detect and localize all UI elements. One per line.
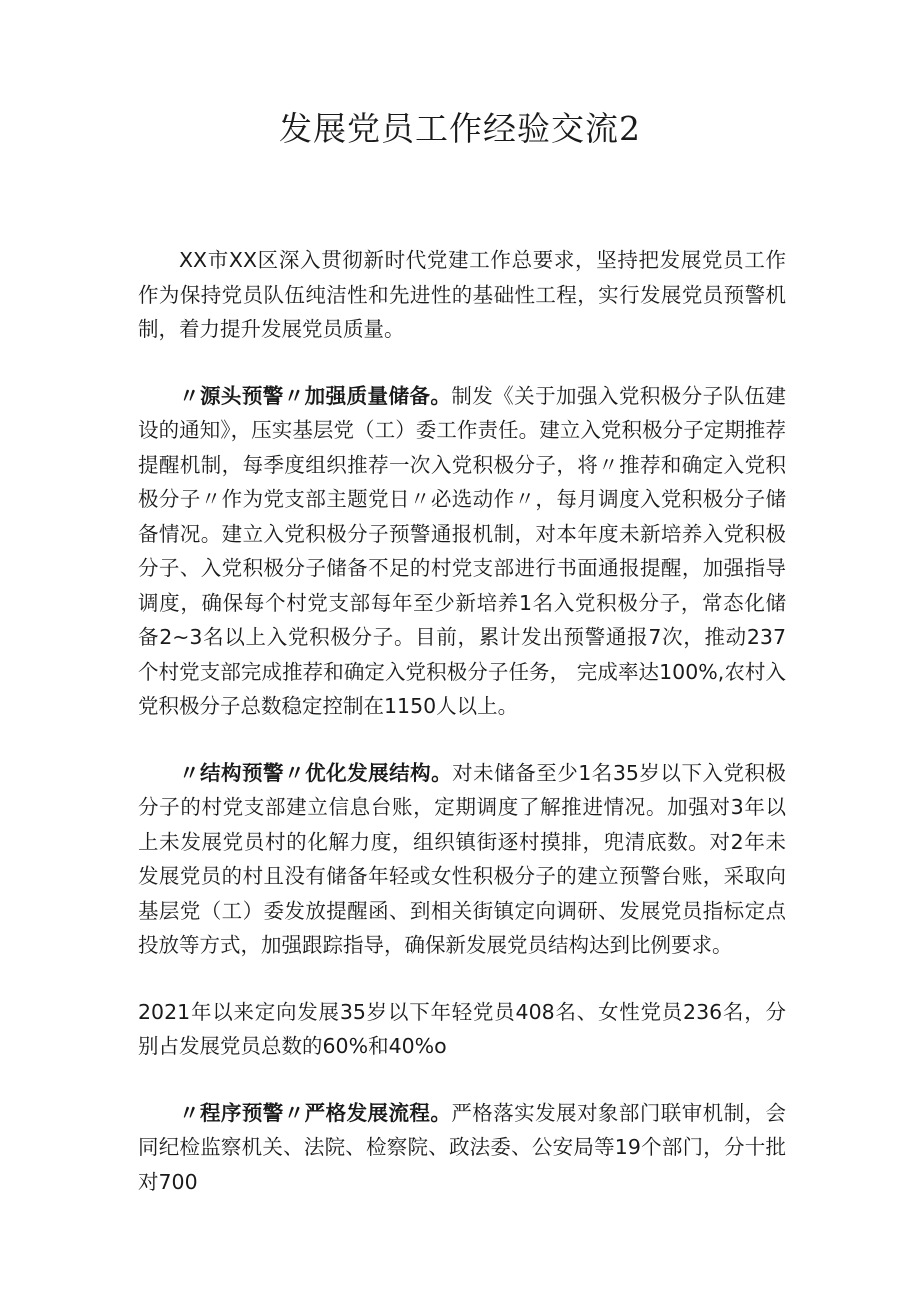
section-text: 制发《关于加强入党积极分子队伍建设的通知》，压实基层党（工）委工作责任。建立入党积极分子定期推荐提醒机制，每季度组织推荐一次入党积极分子，将〃推荐和确定入党积极分子〃作为党支部主题党日〃必选动作〃，每月调度入党积极分子储备情况。建立入党积极分子预警通报机制，对本年度未新培养入党积极分子、入党积极分子储备不足的村党支部进行书面通报提醒，加强指导调度，确保每个村党支部每年至少新培养1名入党积极分子，常态化储备2~3名以上入党积极分子。目前，累计发出预警通报7次，推动237个村党支部完成推荐和确定入党积极分子任务， 完成率达100%,农村入党积极分子总数稳定控制在1150人以上。 <box>138 383 787 718</box>
section-procedure-warning <box>138 1096 786 1200</box>
statistic-paragraph: 2021年以来定向发展35岁以下年轻党员408名、女性党员236名，分别占发展党员总数的60%和40%o <box>138 999 786 1058</box>
section-text: 对未储备至少1名35岁以下入党积极分子的村党支部建立信息台账，定期调度了解推进情况。加强对3年以上未发展党员村的化解力度，组织镇街逐村摸排，兜清底数。对2年未发展党员的村且没有储备年轻或女性积极分子的建立预警台账，采取向基层党（工）委发放提醒函、到相关街镇定向调研、发展党员指标定点投放等方式，加强跟踪指导，确保新发展党员结构达到比例要求。 <box>138 760 786 957</box>
document-title: 发展党员工作经验交流2 <box>279 109 641 148</box>
section-heading: 〃程序预警〃严格发展流程。 <box>179 1100 452 1125</box>
section-heading: 〃结构预警〃优化发展结构。 <box>179 760 453 785</box>
section-heading: 〃源头预警〃加强质量储备。 <box>179 383 452 408</box>
section-structure-warning <box>138 756 786 963</box>
document-body <box>138 243 786 1231</box>
intro-paragraph: XX市XX区深入贯彻新时代党建工作总要求，坚持把发展党员工作作为保持党员队伍纯洁性和先进性的基础性工程，实行发展党员预警机制，着力提升发展党员质量。 <box>138 248 786 341</box>
section-text: 严格落实发展对象部门联审机制，会同纪检监察机关、法院、检察院、政法委、公安局等19个部门，分十批对700 <box>138 1100 787 1194</box>
section-source-warning <box>138 379 786 724</box>
